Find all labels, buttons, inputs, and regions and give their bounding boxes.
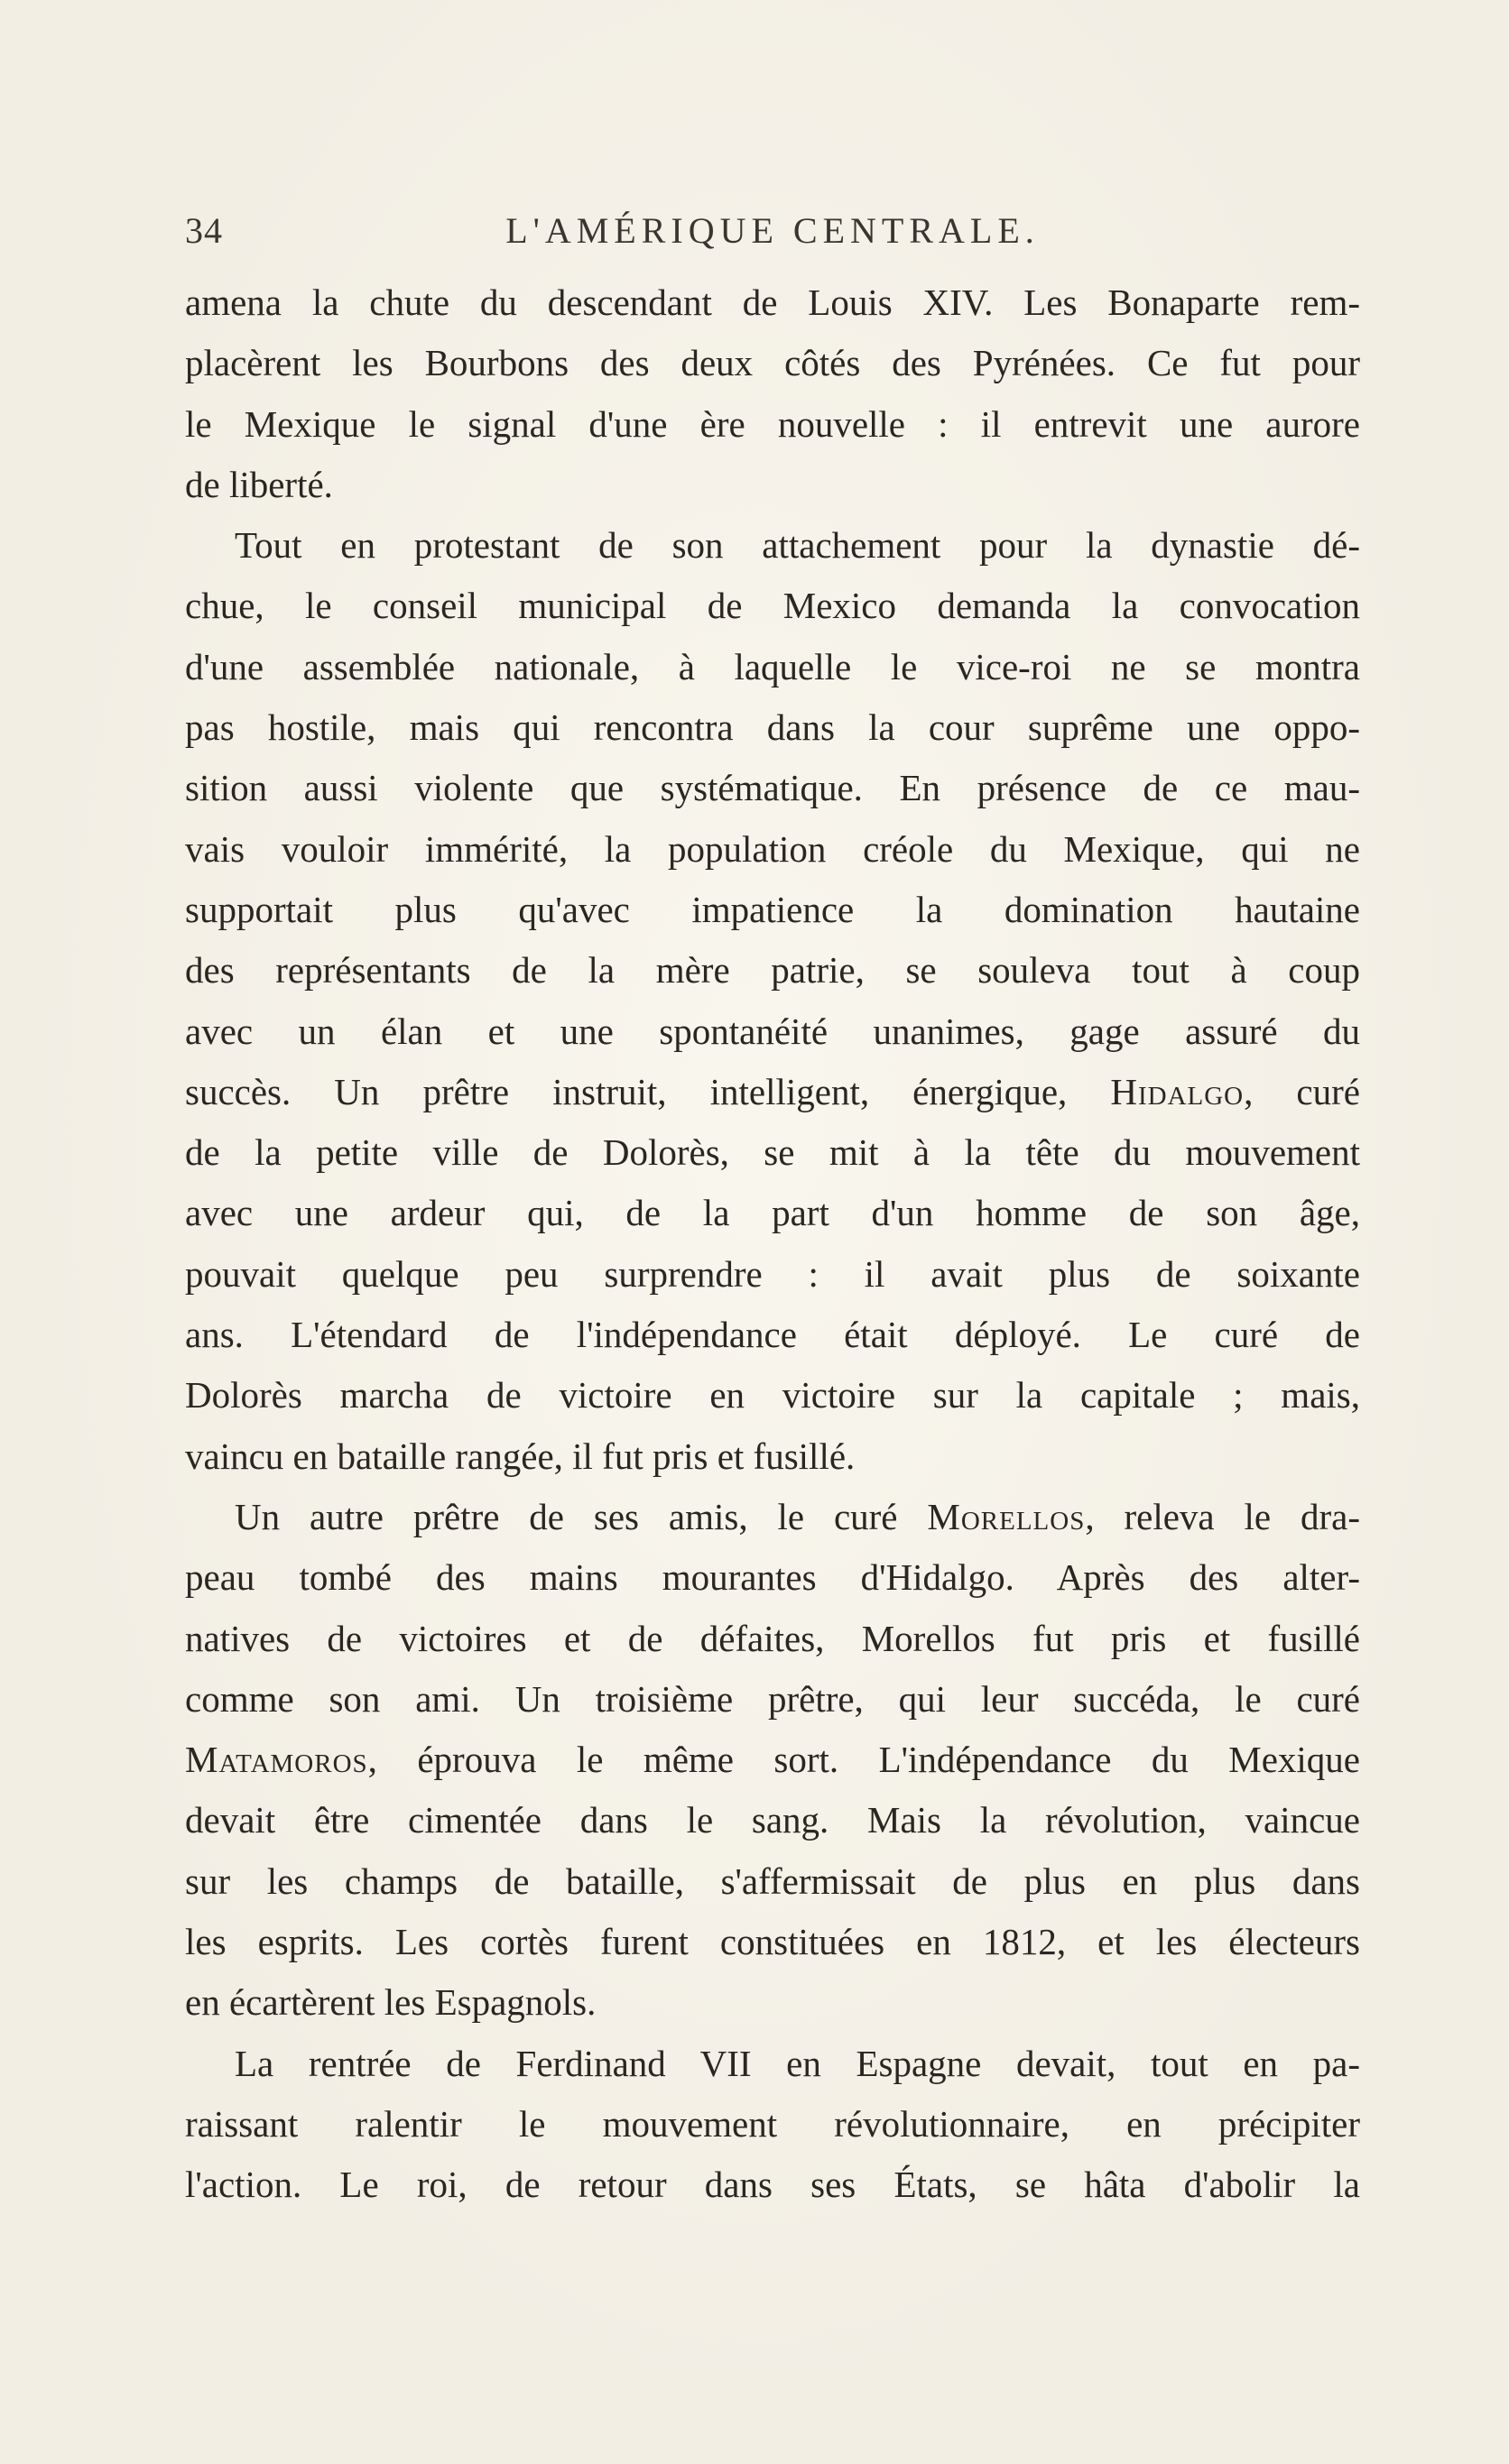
text-segment: devait être cimentée dans le sang. Mais la révolution, vaincue (185, 1799, 1360, 1841)
text-segment: comme son ami. Un troisième prêtre, qui leur succéda, le curé (185, 1677, 1360, 1720)
text-line (185, 758, 1360, 818)
text-segment: des représentants de la mère patrie, se souleva tout à coup (185, 949, 1360, 992)
text-segment: pas hostile, mais qui rencontra dans la cour suprême une oppo- (185, 706, 1360, 749)
text-line (185, 1244, 1360, 1305)
text-segment: peau tombé des mains mourantes d'Hidalgo. Après des alter- (185, 1556, 1360, 1599)
text-line (185, 515, 1360, 576)
proper-name: Hidalgo (1110, 1070, 1245, 1112)
text-segment: Un autre prêtre de ses amis, le curé (235, 1495, 928, 1537)
text-line (185, 880, 1360, 940)
text-line (185, 1972, 1360, 2033)
text-line (185, 1790, 1360, 1850)
text-line (185, 272, 1360, 333)
text-segment: amena la chute du descendant de Louis XIV. Les Bonaparte rem- (185, 281, 1360, 323)
text-segment: placèrent les Bourbons des deux côtés des Pyrénées. Ce fut pour (185, 342, 1360, 384)
text-segment: Tout en protestant de son attachement pour la dynastie dé- (235, 524, 1360, 567)
running-title: L'AMÉRIQUE CENTRALE. (505, 210, 1040, 251)
text-segment: avec un élan et une spontanéité unanimes, gage assuré du (185, 1010, 1360, 1052)
text-line (185, 1851, 1360, 1912)
text-segment: l'action. Le roi, de retour dans ses États, se hâta d'abolir la (185, 2164, 1360, 2206)
text-line (185, 333, 1360, 393)
text-segment: sur les champs de bataille, s'affermissait de plus en plus dans (185, 1860, 1360, 1902)
text-line (185, 940, 1360, 1001)
text-segment: avec une ardeur qui, de la part d'un homme de son âge, (185, 1192, 1360, 1234)
text-segment: les esprits. Les cortès furent constituées en 1812, et les électeurs (185, 1921, 1360, 1963)
text-line (185, 1001, 1360, 1062)
text-segment: , curé (1244, 1070, 1360, 1112)
text-segment: natives de victoires et de défaites, Morellos fut pris et fusillé (185, 1617, 1360, 1659)
text-line (185, 2094, 1360, 2155)
text-segment: sition aussi violente que systématique. En présence de ce mau- (185, 767, 1360, 809)
text-line (185, 1426, 1360, 1487)
text-segment: de la petite ville de Dolorès, se mit à la tête du mouvement (185, 1131, 1360, 1174)
proper-name: Morellos (927, 1495, 1086, 1537)
text-line (185, 455, 1360, 515)
text-segment: chue, le conseil municipal de Mexico demanda la convocation (185, 585, 1360, 627)
text-segment: de liberté. (185, 463, 333, 505)
running-head (185, 209, 1360, 263)
text-segment: ans. L'étendard de l'indépendance était déployé. Le curé de (185, 1314, 1360, 1356)
text-segment: La rentrée de Ferdinand VII en Espagne devait, tout en pa- (235, 2042, 1360, 2084)
text-segment: d'une assemblée nationale, à laquelle le vice-roi ne se montra (185, 645, 1360, 688)
page-number: 34 (185, 210, 223, 251)
text-segment: raissant ralentir le mouvement révolutionnaire, en précipiter (185, 2102, 1360, 2145)
text-line (185, 1365, 1360, 1426)
text-segment: vaincu en bataille rangée, il fut pris et fusillé. (185, 1435, 856, 1477)
text-segment: succès. Un prêtre instruit, intelligent, énergique, (185, 1070, 1111, 1112)
text-line (185, 819, 1360, 880)
text-line (185, 394, 1360, 455)
text-line (185, 637, 1360, 697)
text-line (185, 1122, 1360, 1183)
text-line (185, 1547, 1360, 1608)
text-line (185, 2155, 1360, 2215)
text-segment: le Mexique le signal d'une ère nouvelle : il entrevit une aurore (185, 402, 1360, 445)
text-line (185, 2034, 1360, 2094)
text-line (185, 1305, 1360, 1365)
text-segment: en écartèrent les Espagnols. (185, 1981, 597, 2024)
text-line (185, 697, 1360, 758)
body-text (185, 272, 1360, 2216)
text-line (185, 1912, 1360, 1972)
proper-name: Matamoros (185, 1739, 368, 1781)
text-line (185, 1062, 1360, 1122)
text-line (185, 576, 1360, 636)
text-segment: pouvait quelque peu surprendre : il avait plus de soixante (185, 1252, 1360, 1295)
text-line (185, 1183, 1360, 1243)
text-segment: , releva le dra- (1085, 1495, 1360, 1537)
text-segment: Dolorès marcha de victoire en victoire sur la capitale ; mais, (185, 1374, 1360, 1417)
text-line (185, 1487, 1360, 1547)
text-segment: supportait plus qu'avec impatience la domination hautaine (185, 888, 1360, 930)
text-line (185, 1609, 1360, 1669)
text-line (185, 1669, 1360, 1730)
text-segment: , éprouva le même sort. L'indépendance du Mexique (367, 1739, 1360, 1781)
text-segment: vais vouloir immérité, la population créole du Mexique, qui ne (185, 827, 1360, 870)
text-line (185, 1730, 1360, 1790)
